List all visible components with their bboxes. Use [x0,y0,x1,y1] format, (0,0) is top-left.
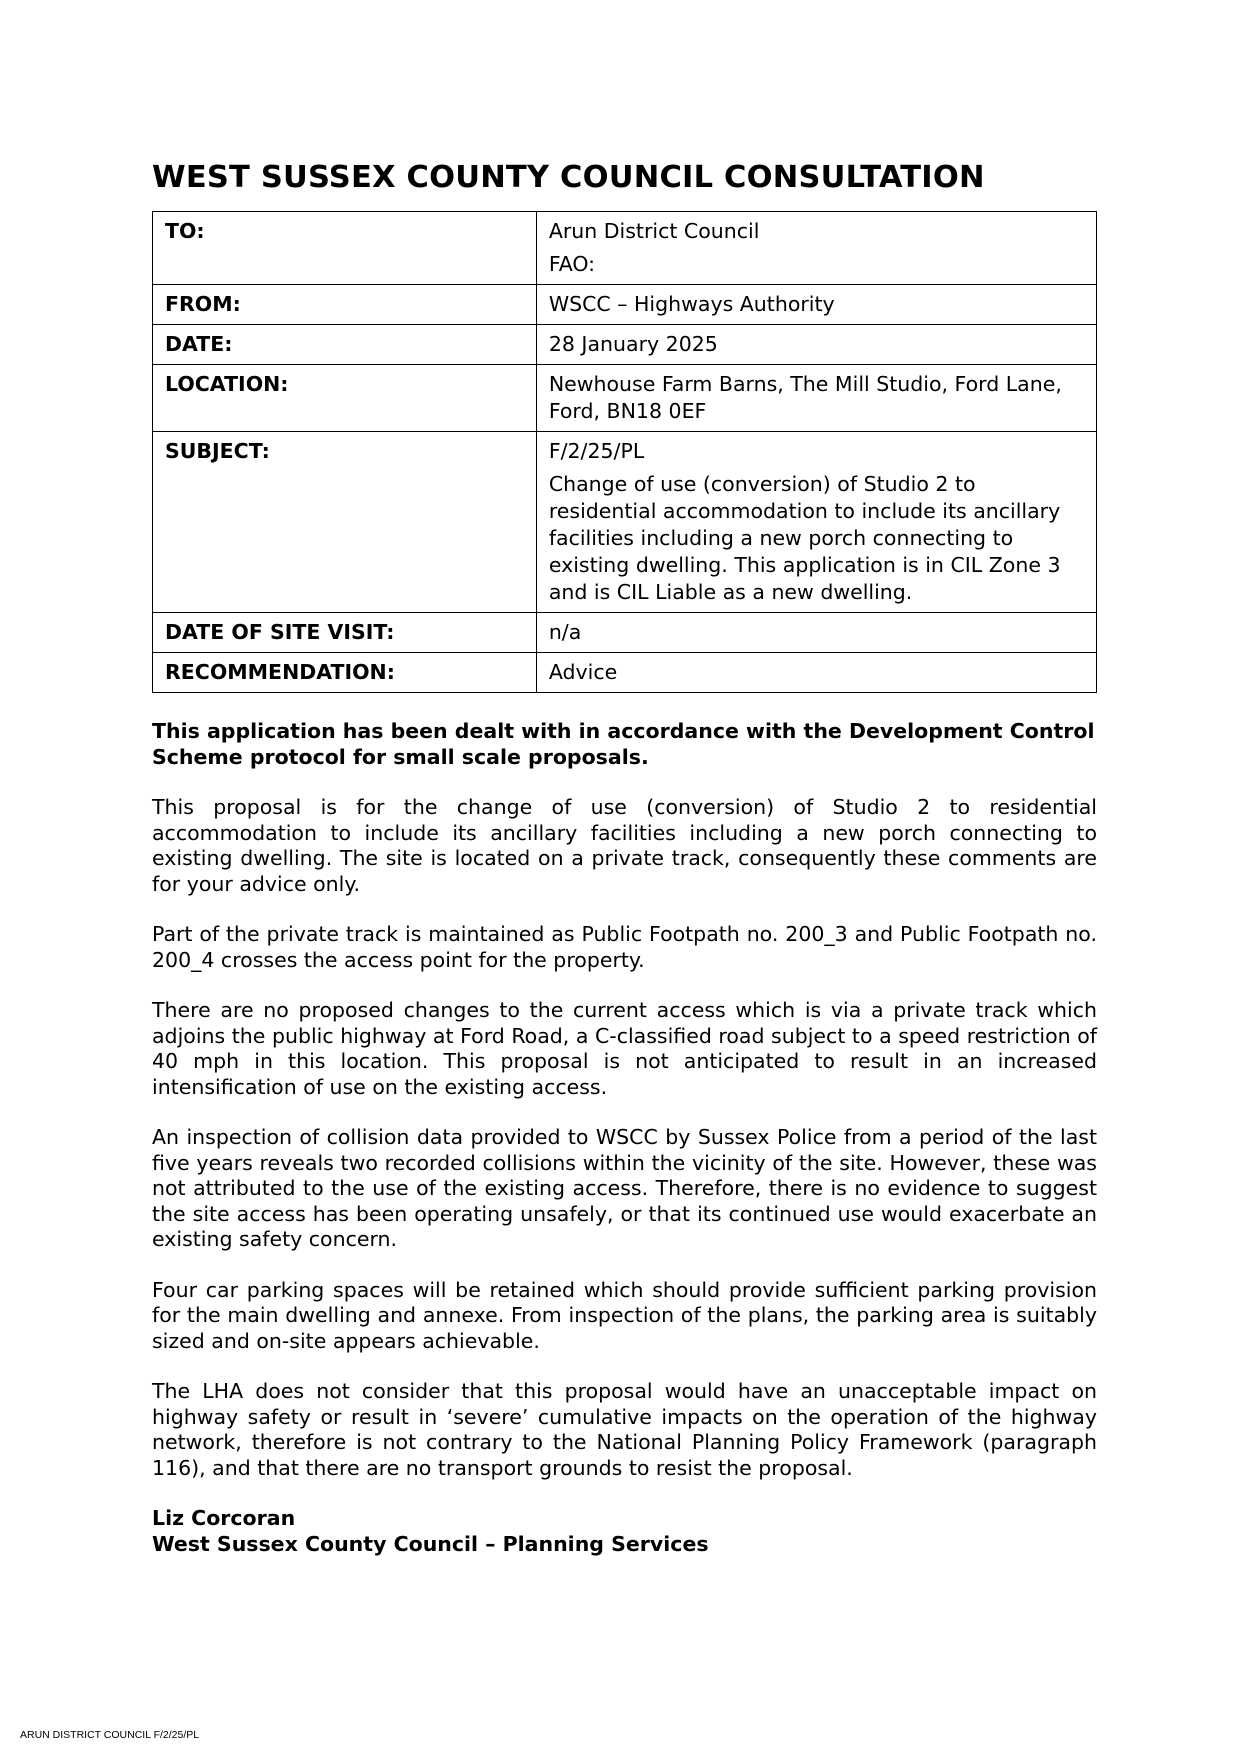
to-fao: FAO: [548,252,596,276]
document-body [152,719,1097,1481]
intro-paragraph: This application has been dealt with in accordance with the Development Control Scheme protocol for small scale proposals. [152,719,1095,769]
paragraph-parking: Four car parking spaces will be retained which should provide sufficient parking provision for the main dwelling and annexe. From inspection of the plans, the parking area is suitably sized and on-site appears achievable. [152,1277,1097,1353]
signature-name: Liz Corcoran [152,1506,296,1530]
signature-organisation: West Sussex County Council – Planning Services [152,1531,709,1556]
subject-value [536,432,1096,613]
document-page [152,160,1097,1557]
location-label: LOCATION: [153,365,537,432]
table-row [153,432,1097,613]
location-value: Newhouse Farm Barns, The Mill Studio, Ford Lane, Ford, BN18 0EF [536,365,1096,432]
subject-label: SUBJECT: [153,432,537,613]
consultation-table [152,211,1097,693]
to-recipient: Arun District Council [548,219,760,243]
table-row [153,653,1097,693]
to-value [536,212,1096,285]
signature-block [152,1506,1097,1557]
table-row [153,613,1097,653]
subject-reference: F/2/25/PL [548,439,645,463]
page-footer: ARUN DISTRICT COUNCIL F/2/25/PL [20,1729,200,1741]
paragraph-collision: An inspection of collision data provided to WSCC by Sussex Police from a period of the last five years reveals two recorded collisions within the vicinity of the site. However, these was not attributed to the use of the existing access. Therefore, there is no evidence to suggest the site access has been operating unsafely, or that its continued use would exacerbate an existing safety concern. [152,1125,1097,1251]
site-visit-label: DATE OF SITE VISIT: [153,613,537,653]
subject-description: Change of use (conversion) of Studio 2 to residential accommodation to include its ancillary facilities including a new porch connecting to existing dwelling. This application is in CIL Zone 3 and is CIL Liable as a new dwelling. [548,472,1061,604]
table-row [153,365,1097,432]
recommendation-value: Advice [536,653,1096,693]
paragraph-conclusion: The LHA does not consider that this proposal would have an unacceptable impact on highway safety or result in ‘severe’ cumulative impacts on the operation of the highway network, therefore is not contrary to the National Planning Policy Framework (paragraph 116), and that there are no transport grounds to resist the proposal. [152,1379,1097,1480]
table-row [153,212,1097,285]
from-label: FROM: [153,285,537,325]
paragraph-proposal: This proposal is for the change of use (conversion) of Studio 2 to residential accommodation to include its ancillary facilities including a new porch connecting to existing dwelling. The site is located on a private track, consequently these comments are for your advice only. [152,795,1097,896]
to-label: TO: [153,212,537,285]
date-value: 28 January 2025 [536,325,1096,365]
date-label: DATE: [153,325,537,365]
table-row [153,285,1097,325]
paragraph-footpath: Part of the private track is maintained as Public Footpath no. 200_3 and Public Footpath no. 200_4 crosses the access point for the property. [152,922,1097,972]
paragraph-access: There are no proposed changes to the current access which is via a private track which adjoins the public highway at Ford Road, a C-classified road subject to a speed restriction of 40 mph in this location. This proposal is not anticipated to result in an increased intensification of use on the existing access. [152,998,1097,1099]
table-row [153,325,1097,365]
document-title: WEST SUSSEX COUNTY COUNCIL CONSULTATION [152,160,985,195]
recommendation-label: RECOMMENDATION: [153,653,537,693]
site-visit-value: n/a [536,613,1096,653]
from-value: WSCC – Highways Authority [536,285,1096,325]
